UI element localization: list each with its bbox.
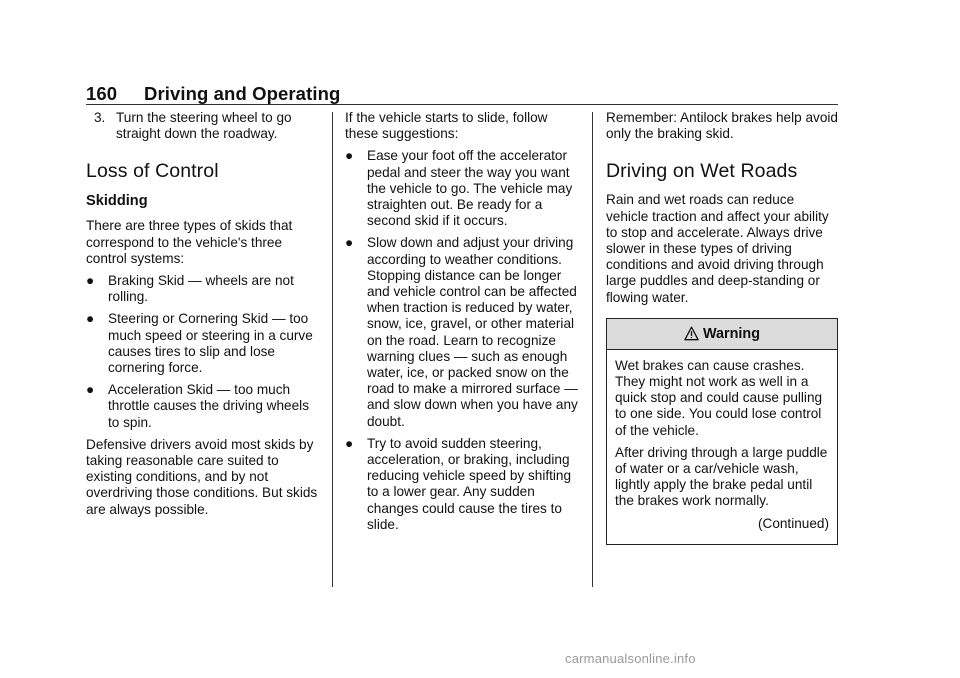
warning-paragraph-2: After driving through a large puddle of water or a car/vehicle wash, lightly apply the brake pedal until the brakes work normally. (615, 444, 828, 509)
step-3 (86, 110, 320, 142)
list-item-text: Slow down and adjust your driving according to weather conditions. Stopping distance can be longer and vehicle control can be affected when traction is reduced by water, snow, ice, gravel, or other material on the road. Learn to recognize warning clues — such as enough water, ice, or packed snow on the road to make a mirrored surface — and slow down when you have any doubt. (367, 235, 578, 429)
list-item-text: Ease your foot off the accelerator pedal and steer the way you want the vehicle to go. The vehicle may straighten out. Be ready for a second skid if it occurs. (367, 148, 573, 229)
bullet-icon: ● (86, 382, 95, 398)
loss-of-control-heading: Loss of Control (86, 160, 219, 183)
remember-paragraph: Remember: Antilock brakes help avoid only the braking skid. (606, 110, 838, 142)
bullet-icon: ● (345, 435, 354, 451)
list-item-text: Try to avoid sudden steering, acceleration, or braking, including reducing vehicle speed by shifting to a lower gear. Any sudden changes could cause the tires to slide. (367, 435, 572, 532)
warning-box (606, 318, 838, 545)
bullet-icon: ● (86, 273, 95, 289)
list-item (86, 382, 320, 431)
header-rule (86, 104, 838, 105)
bullet-icon: ● (345, 148, 354, 164)
warning-paragraph-1: Wet brakes can cause crashes. They might not work as well in a quick stop and could cause pulling to one side. You could lose control of the vehicle. (615, 357, 823, 438)
list-item (345, 235, 581, 429)
slide-intro: If the vehicle starts to slide, follow these suggestions: (345, 110, 548, 142)
watermark: carmanualsonline.info (565, 651, 696, 666)
list-item-text: Acceleration Skid — too much throttle causes the driving wheels to spin. (108, 382, 309, 430)
page-number: 160 (86, 83, 118, 104)
warning-icon (684, 326, 699, 341)
bullet-icon: ● (86, 311, 95, 327)
list-item (345, 148, 581, 229)
list-item (86, 273, 320, 305)
wet-roads-paragraph: Rain and wet roads can reduce vehicle traction and affect your ability to stop and accelerate. Always drive slower in these types of driving conditions and avoid driving through large puddles and deep-standing or flowing water. (606, 192, 829, 305)
column-divider-1 (332, 112, 333, 587)
column-divider-2 (592, 112, 593, 587)
page-header (86, 83, 340, 105)
defensive-drivers-paragraph: Defensive drivers avoid most skids by taking reasonable care suited to existing conditions, and by not overdriving those conditions. But skids are always possible. (86, 436, 318, 517)
section-title: Driving and Operating (144, 83, 341, 104)
warning-title: Warning (702, 325, 761, 342)
list-item-text: Steering or Cornering Skid — too much speed or steering in a curve causes tires to slip and lose cornering force. (108, 311, 313, 376)
list-item (86, 311, 320, 376)
step-number: 3. (94, 110, 106, 125)
list-item-text: Braking Skid — wheels are not rolling. (108, 273, 294, 305)
skidding-heading: Skidding (86, 193, 148, 210)
column-2 (345, 110, 581, 539)
column-3 (606, 110, 838, 545)
skid-intro: There are three types of skids that correspond to the vehicle's three control systems: (86, 218, 293, 266)
column-1 (86, 110, 320, 524)
step-text: Turn the steering wheel to go straight down the roadway. (116, 110, 292, 142)
wet-roads-heading: Driving on Wet Roads (606, 160, 798, 183)
warning-body (607, 350, 837, 544)
list-item (345, 436, 581, 533)
continued-label: (Continued) (757, 515, 829, 531)
bullet-icon: ● (345, 235, 354, 251)
warning-header (607, 319, 837, 350)
